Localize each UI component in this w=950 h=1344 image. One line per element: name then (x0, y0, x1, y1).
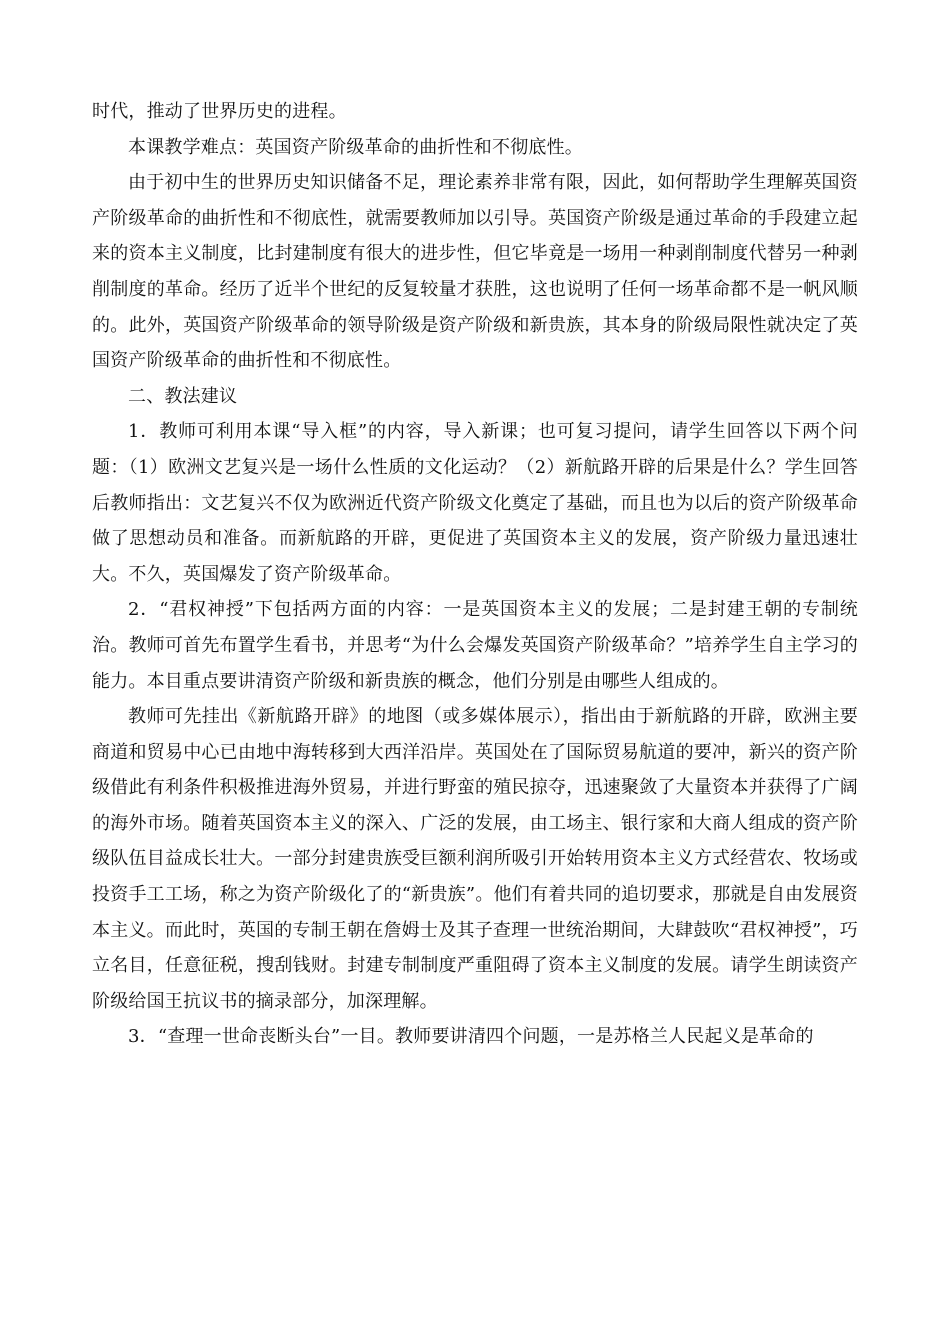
paragraph-continuation: 时代，推动了世界历史的进程。 (92, 101, 347, 122)
paragraph-suggestion-3: 3．“查理一世命丧断头台”一目。教师要讲清四个问题，一是苏格兰人民起义是革命的 (128, 1026, 814, 1048)
section-heading-teaching-suggestions: 二、教法建议 (128, 385, 238, 407)
paragraph-map-explanation: 教师可先挂出《新航路开辟》的地图（或多媒体展示），指出由于新航路的开辟，欧洲主要商道和贸易中心已由地中海转移到大西洋沿岸。英国处在了国际贸易航道的要冲，新兴的资产阶级借此有利条件积极推进海外贸易，并进行野蛮的殖民掠夺，迅速聚敛了大量资本并获得了广阔的海外市场。随着英国资本主义的深入、广泛的发展，由工场主、银行家和大商人组成的资产阶级队伍目益成长壮大。一部分封建贵族受巨额利润所吸引开始转用资本主义方式经营农、牧场或投资手工工场，称之为资产阶级化了的“新贵族”。他们有着共同的追切要求，那就是自由发展资本主义。而此时，英国的专制王朝在詹姆士及其子查理一世统治期间，大肆鼓吹“君权神授”，巧立名目，任意征税，搜刮钱财。封建专制制度严重阻碍了资本主义制度的发展。请学生朗读资产阶级给国王抗议书的摘录部分，加深理解。 (92, 706, 858, 1012)
paragraph-suggestion-1: 1．教师可利用本课“导入框”的内容，导入新课；也可复习提问，请学生回答以下两个问题：（1）欧洲文艺复兴是一场什么性质的文化运动？（2）新航路开辟的后果是什么？学生回答后教师指出：文艺复兴不仅为欧洲近代资产阶级文化奠定了基础，而且也为以后的资产阶级革命做了思想动员和准备。而新航路的开辟，更促进了英国资本主义的发展，资产阶级力量迅速壮大。不久，英国爆发了资产阶级革命。 (92, 421, 858, 585)
paragraph-suggestion-2: 2．“君权神授”下包括两方面的内容：一是英国资本主义的发展；二是封建王朝的专制统治。教师可首先布置学生看书，并思考“为什么会爆发英国资产阶级革命？”培养学生自主学习的能力。本目重点要讲清资产阶级和新贵族的概念，他们分别是由哪些人组成的。 (92, 599, 858, 692)
document-body (92, 94, 858, 1055)
paragraph-teaching-difficulty: 本课教学难点：英国资产阶级革命的曲折性和不彻底性。 (128, 136, 583, 158)
paragraph-difficulty-explanation: 由于初中生的世界历史知识储备不足，理论素养非常有限，因此，如何帮助学生理解英国资产阶级革命的曲折性和不彻底性，就需要教师加以引导。英国资产阶级是通过革命的手段建立起来的资本主义制度，比封建制度有很大的进步性，但它毕竟是一场用一种剥削制度代替另一种剥削制度的革命。经历了近半个世纪的反复较量才获胜，这也说明了任何一场革命都不是一帆风顺的。此外，英国资产阶级革命的领导阶级是资产阶级和新贵族，其本身的阶级局限性就决定了英国资产阶级革命的曲折性和不彻底性。 (92, 172, 858, 372)
